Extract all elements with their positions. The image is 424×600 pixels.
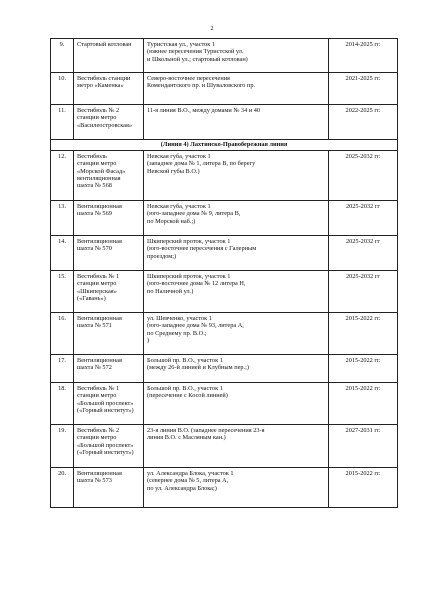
object-name bbox=[74, 425, 144, 468]
cell-line: Вентиляционная bbox=[77, 203, 122, 210]
cell-line: Шкиперский проток, участок 1 bbox=[147, 273, 231, 280]
object-name bbox=[74, 151, 144, 201]
cell-line: «Большой проспект» bbox=[77, 399, 134, 407]
cell-line: Вентиляционная bbox=[77, 315, 122, 322]
row-number: 16. bbox=[51, 313, 74, 355]
cell-line: Невской губы В.О.) bbox=[147, 167, 200, 175]
object-name bbox=[74, 73, 144, 105]
object-address bbox=[144, 39, 329, 73]
cell-line: («Гавань») bbox=[77, 294, 106, 302]
row-number: 12. bbox=[51, 151, 74, 201]
construction-period: 2025-2032 гг bbox=[329, 271, 398, 313]
cell-line: Вестибюль bbox=[77, 153, 107, 160]
construction-period: 2025-2032 гг. bbox=[329, 151, 398, 201]
section-row bbox=[51, 140, 398, 151]
row-number: 11. bbox=[51, 105, 74, 140]
table-row bbox=[51, 383, 398, 425]
object-address bbox=[144, 105, 329, 140]
cell-line: («Горный институт») bbox=[77, 448, 134, 456]
cell-line: станции метро bbox=[77, 114, 117, 122]
cell-line: проездом;) bbox=[147, 252, 177, 260]
row-number: 19. bbox=[51, 425, 74, 468]
object-address bbox=[144, 355, 329, 383]
cell-line: (юго-восточнее пересечения с Галерным bbox=[147, 245, 257, 253]
cell-line: Невская губа, участок 1 bbox=[147, 203, 211, 210]
table-row bbox=[51, 39, 398, 73]
table-row bbox=[51, 355, 398, 383]
object-name bbox=[74, 468, 144, 508]
table-row bbox=[51, 236, 398, 271]
object-name bbox=[74, 271, 144, 313]
cell-line: линия В.О. с Масляным кан.) bbox=[147, 434, 226, 442]
cell-line: Северо-восточнее пересечения bbox=[147, 75, 230, 82]
cell-line: (юго-западнее дома № 93, литера А, bbox=[147, 322, 244, 330]
cell-line: станции метро bbox=[77, 434, 117, 442]
construction-period: 2027-2031 гг. bbox=[329, 425, 398, 468]
cell-line: ) bbox=[147, 336, 150, 344]
object-name bbox=[74, 236, 144, 271]
construction-period: 2025-2032 гг bbox=[329, 236, 398, 271]
cell-line: по Морской наб.;) bbox=[147, 217, 196, 225]
cell-line: (севернее дома № 5, литера А, bbox=[147, 477, 229, 485]
cell-line: (юго-западнее дома № 9, литера В, bbox=[147, 210, 241, 218]
cell-line: 11-я линия В.О., между домами № 34 и 40 bbox=[147, 107, 261, 114]
cell-line: Большой пр. В.О., участок 1 bbox=[147, 385, 223, 392]
row-number: 18. bbox=[51, 383, 74, 425]
object-name bbox=[74, 201, 144, 236]
cell-line: Вестибюль № 2 bbox=[77, 107, 120, 114]
object-name bbox=[74, 105, 144, 140]
cell-line: ул. Александра Блока, участок 1 bbox=[147, 470, 234, 477]
cell-line: Вестибюль № 1 bbox=[77, 385, 120, 392]
cell-line: метро «Каменка» bbox=[77, 82, 124, 90]
cell-line: шахта № 569 bbox=[77, 210, 112, 218]
cell-line: шахта № 572 bbox=[77, 364, 112, 372]
cell-line: Туристская ул., участок 1 bbox=[147, 41, 216, 48]
object-name bbox=[74, 383, 144, 425]
row-number: 9. bbox=[51, 39, 74, 73]
row-number: 17. bbox=[51, 355, 74, 383]
cell-line: станции метро bbox=[77, 280, 117, 288]
cell-line: шахта № 571 bbox=[77, 322, 112, 330]
cell-line: (западнее дома № 1, литера В, по берегу bbox=[147, 160, 256, 168]
table-row bbox=[51, 313, 398, 355]
cell-line: Вестибюль № 1 bbox=[77, 273, 120, 280]
construction-period: 2022-2025 гг. bbox=[329, 105, 398, 140]
cell-line: ул. Шевченко, участок 1 bbox=[147, 315, 212, 322]
objects-table bbox=[50, 38, 398, 508]
construction-period: 2015-2022 гг. bbox=[329, 355, 398, 383]
cell-line: («Горный институт») bbox=[77, 406, 134, 414]
cell-line: станции метро bbox=[77, 392, 117, 400]
cell-line: по Наличной ул.) bbox=[147, 287, 194, 295]
cell-line: шахта № 570 bbox=[77, 245, 112, 253]
row-number: 14. bbox=[51, 236, 74, 271]
cell-line: по Среднему пр. В.О.; bbox=[147, 329, 207, 337]
cell-line: «Большой проспект» bbox=[77, 441, 134, 449]
construction-period: 2025-2032 гг bbox=[329, 201, 398, 236]
cell-line: Комендантского пр. и Шуваловского пр. bbox=[147, 82, 256, 90]
object-address bbox=[144, 425, 329, 468]
table-row bbox=[51, 201, 398, 236]
cell-line: Вентиляционная bbox=[77, 470, 122, 477]
table-row bbox=[51, 425, 398, 468]
row-number: 13. bbox=[51, 201, 74, 236]
table-row bbox=[51, 105, 398, 140]
cell-line: шахта № 573 bbox=[77, 477, 112, 485]
object-address bbox=[144, 383, 329, 425]
table-row bbox=[51, 151, 398, 201]
page-number: 2 bbox=[210, 26, 214, 32]
object-address bbox=[144, 151, 329, 201]
table-row bbox=[51, 271, 398, 313]
object-address bbox=[144, 201, 329, 236]
table-body-bottom bbox=[51, 151, 398, 508]
cell-line: «Морской Фасад» bbox=[77, 167, 126, 175]
object-address bbox=[144, 468, 329, 508]
cell-line: Вентиляционная bbox=[77, 357, 122, 364]
cell-line: (юго-восточнее дома № 12 литера Н, bbox=[147, 280, 246, 288]
cell-line: вентиляционная bbox=[77, 174, 121, 182]
cell-line: Вентиляционная bbox=[77, 238, 122, 245]
row-number: 10. bbox=[51, 73, 74, 105]
cell-line: (пересечение с Косой линией) bbox=[147, 392, 228, 400]
cell-line: (между 26-й линией и Клубным пер.;) bbox=[147, 364, 249, 372]
row-number: 15. bbox=[51, 271, 74, 313]
cell-line: Невская губа, участок 1 bbox=[147, 153, 211, 160]
cell-line: станции метро bbox=[77, 160, 117, 168]
table-section bbox=[51, 140, 398, 151]
construction-period: 2015-2022 гг. bbox=[329, 383, 398, 425]
cell-line: Большой пр. В.О., участок 1 bbox=[147, 357, 223, 364]
cell-line: Стартовый котлован bbox=[77, 41, 132, 48]
cell-line: Шкиперский проток, участок 1 bbox=[147, 238, 231, 245]
cell-line: Вестибюль станции bbox=[77, 75, 131, 82]
table-row bbox=[51, 73, 398, 105]
table-row bbox=[51, 468, 398, 508]
construction-period: 2015-2022 гг. bbox=[329, 313, 398, 355]
object-name bbox=[74, 313, 144, 355]
cell-line: по ул. Александра Блока;) bbox=[147, 484, 217, 492]
table-body-top bbox=[51, 39, 398, 140]
cell-line: и Школьной ул.; стартовый котлован) bbox=[147, 55, 248, 63]
object-name bbox=[74, 39, 144, 73]
cell-line: 23-я линия В.О. (западнее пересечения 23-я bbox=[147, 427, 265, 434]
cell-line: шахта № 568 bbox=[77, 182, 112, 190]
object-address bbox=[144, 73, 329, 105]
object-address bbox=[144, 313, 329, 355]
row-number: 20. bbox=[51, 468, 74, 508]
construction-period: 2015-2022 гг. bbox=[329, 468, 398, 508]
section-title: (Линия 4) Лахтинско-Правобережная линия bbox=[51, 140, 398, 151]
cell-line: Вестибюль № 2 bbox=[77, 427, 120, 434]
construction-period: 2014-2025 гг. bbox=[329, 39, 398, 73]
object-name bbox=[74, 355, 144, 383]
construction-period: 2021-2025 гг. bbox=[329, 73, 398, 105]
cell-line: «Василеостровская» bbox=[77, 121, 133, 129]
cell-line: (южнее пересечения Туристской ул. bbox=[147, 48, 244, 56]
object-address bbox=[144, 236, 329, 271]
object-address bbox=[144, 271, 329, 313]
cell-line: «Шкиперская» bbox=[77, 287, 117, 295]
